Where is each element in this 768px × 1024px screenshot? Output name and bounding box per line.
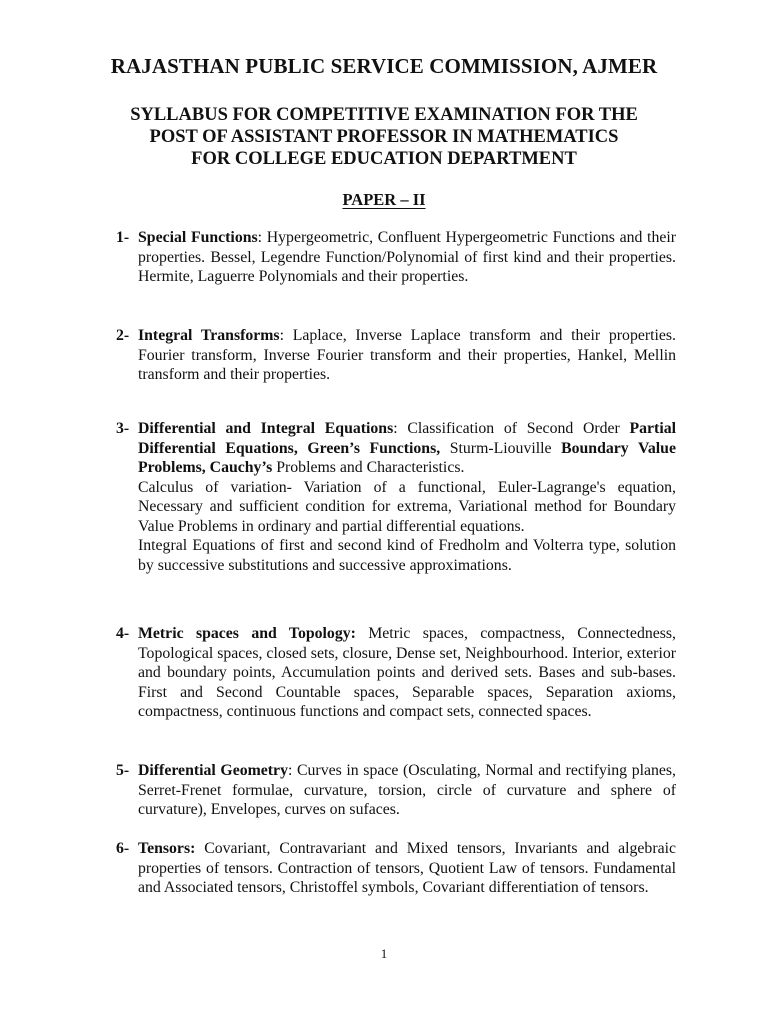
subtitle-line-2: POST OF ASSISTANT PROFESSOR IN MATHEMATICS: [149, 127, 619, 147]
syllabus-item-3: [116, 419, 676, 575]
item-semibold-text: Partial Differential Equations, Green’s Functions,: [138, 420, 676, 457]
document-title: RAJASTHAN PUBLIC SERVICE COMMISSION, AJMER: [110, 54, 658, 78]
item-heading: Differential Geometry: [138, 762, 288, 779]
item-number: 6-: [116, 840, 130, 857]
item-body: [138, 761, 676, 820]
item-paragraph-1: [138, 419, 676, 478]
document-subtitle: [90, 104, 678, 170]
item-text-3: Problems and Characteristics.: [272, 459, 465, 476]
item-text: : Classification of Second Order: [393, 420, 630, 437]
item-heading: Tensors:: [138, 840, 196, 857]
item-number: 1-: [116, 229, 130, 246]
item-heading: Metric spaces and Topology:: [138, 625, 356, 642]
item-number: 4-: [116, 625, 130, 642]
item-text: Covariant, Contravariant and Mixed tensors, Invariants and algebraic properties of tensors. Contraction of tensors, Quotient Law of tensors. Fundamental and Associated tensors, Christoffel symbols, Covariant differentiation of tensors.: [138, 840, 676, 896]
item-body: [138, 624, 676, 722]
paper-label: PAPER – II: [342, 190, 426, 209]
page-number: 1: [380, 946, 388, 961]
item-text: : Hypergeometric, Confluent Hypergeometric Functions and their properties. Bessel, Legendre Function/Polynomial of first kind and their properties. Hermite, Laguerre Polynomials and their properties.: [138, 229, 677, 285]
item-text: : Curves in space (Osculating, Normal and rectifying planes, Serret-Frenet formulae, curvature, torsion, circle of curvature and sphere of curvature), Envelopes, curves on sufaces.: [138, 762, 676, 818]
item-paragraph-3: Integral Equations of first and second kind of Fredholm and Volterra type, solution by successive substitutions and successive approximations.: [138, 537, 676, 574]
item-body: [138, 326, 676, 385]
item-number: 5-: [116, 762, 130, 779]
item-paragraph-2: Calculus of variation- Variation of a functional, Euler-Lagrange's equation, Necessary and sufficient condition for extrema, Variational method for Boundary Value Problems in ordinary and partial differential equations.: [138, 478, 676, 535]
item-text-2: Sturm-Liouville: [440, 439, 562, 457]
subtitle-line-1: SYLLABUS FOR COMPETITIVE EXAMINATION FOR THE: [130, 105, 638, 125]
item-heading: Integral Transforms: [138, 327, 280, 344]
item-heading: Differential and Integral Equations: [138, 420, 394, 437]
subtitle-line-3: FOR COLLEGE EDUCATION DEPARTMENT: [191, 149, 577, 169]
item-body: [138, 419, 676, 575]
syllabus-item-5: [116, 761, 676, 820]
item-number: 2-: [116, 327, 130, 344]
syllabus-item-1: [116, 228, 676, 287]
syllabus-item-6: [116, 839, 676, 898]
item-body: [138, 228, 676, 287]
item-text: Metric spaces, compactness, Connectedness, Topological spaces, closed sets, closure, Dense set, Neighbourhood. Interior, exterior and boundary points, Accumulation points and derived sets. Bases and sub-bases. First and Second Countable spaces, Separable spaces, Separation axioms, compactness, continuous functions and compact sets, connected spaces.: [138, 625, 677, 720]
syllabus-item-4: [116, 624, 676, 722]
item-number: 3-: [116, 420, 130, 437]
item-body: [138, 839, 676, 898]
item-semibold-text-2: Boundary Value Problems, Cauchy’s: [138, 439, 676, 476]
item-text: : Laplace, Inverse Laplace transform and their properties. Fourier transform, Inverse Fourier transform and their properties, Hankel, Mellin transform and their properties.: [138, 327, 676, 383]
syllabus-item-2: [116, 326, 676, 385]
paper-heading: [0, 190, 768, 210]
item-heading: Special Functions: [138, 229, 258, 246]
